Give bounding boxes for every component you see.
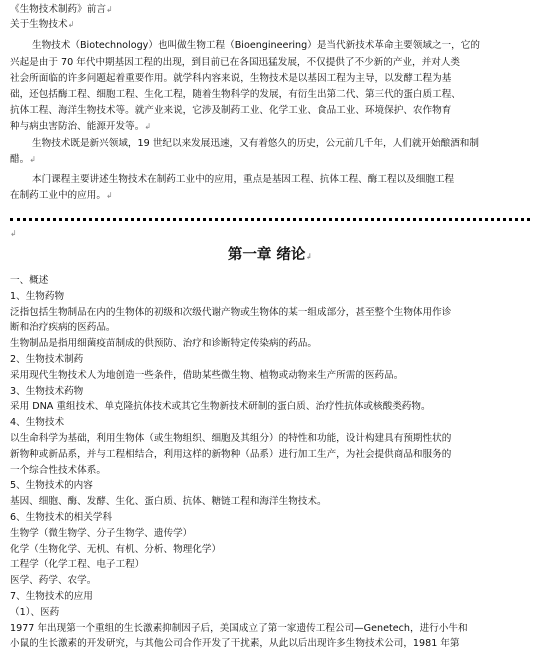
preface-paragraph-1-line: 础，还包括酶工程、细胞工程、生化工程，随着生物科学的发展，有衍生出第二代、第三代的蛋白质工程、 xyxy=(10,89,461,100)
preface-paragraph-3-line: 本门课程主要讲述生物技术在制药工业中的应用，重点是基因工程、抗体工程、酶工程以及细胞工程 xyxy=(32,174,455,185)
chapter-line: 以生命科学为基础，利用生物体（或生物组织、细胞及其组分）的特性和功能，设计构建具有预期性状的 xyxy=(10,433,452,444)
preface-paragraph-1-line: 社会所面临的许多问题起着重要作用。就学科内容来说，生物技术是以基因工程为主导，以发酵工程为基 xyxy=(10,73,452,84)
preface-paragraph-2-line: 生物技术既是新兴领域，19 世纪以来发展迅速，又有着悠久的历史，公元前几千年，人们就开始酿酒和制 xyxy=(32,138,479,149)
chapter-line: 5、生物技术的内容 xyxy=(10,480,93,492)
chapter-line: 6、生物技术的相关学科 xyxy=(10,512,113,523)
chapter-line: 新物种或新品系，并与工程相结合，利用这样的新物种（品系）进行加工生产，为社会提供商品和服务的 xyxy=(10,448,452,460)
chapter-line: 化学（生物化学、无机、有机、分析、物理化学） xyxy=(10,543,222,555)
preface-paragraph-1-line: 兴起是由于 70 年代中期基因工程的出现，到目前已在各国迅猛发展，不仅提供了不少新的产业，并对人类 xyxy=(10,57,461,68)
chapter-line: 泛指包括生物制品在内的生物体的初级和次级代谢产物或生物体的某一组成部分，甚至整个生物体用作诊 xyxy=(10,306,452,318)
chapter-line: 一、概述 xyxy=(10,275,49,286)
chapter-line: 断和治疗疾病的医药品。 xyxy=(10,322,116,334)
preface-paragraph-3-line: 在制药工业中的应用。↲ xyxy=(10,190,113,201)
chapter-line: 采用现代生物技术人为地创造一些条件，借助某些微生物、植物或动物来生产所需的医药品。 xyxy=(10,369,404,381)
preface-paragraph-1-line: 抗体工程、海洋生物技术等。就产业来说，它涉及制药工业、化学工业、食品工业、环境保护、农作物育 xyxy=(10,105,452,116)
chapter-line: 一个综合性技术体系。 xyxy=(10,464,106,476)
chapter-line: 采用 DNA 重组技术、单克隆抗体技术或其它生物新技术研制的蛋白质、治疗性抗体或核酸类药物。 xyxy=(10,401,431,413)
preface-heading: 《生物技术制药》前言↲ xyxy=(10,4,113,15)
preface-paragraph-1-line: 生物技术（Biotechnology）也叫做生物工程（Bioengineering）是当代新技术革命主要领域之一，它的 xyxy=(32,40,480,51)
chapter-line: 7、生物技术的应用 xyxy=(10,591,93,602)
preface-paragraph-1-line: 种与病虫害防治、能源开发等。↲ xyxy=(10,121,152,132)
chapter-line: 2、生物技术制药 xyxy=(10,354,84,365)
chapter-line: 生物制品是指用细菌疫苗制成的供预防、治疗和诊断特定传染病的药品。 xyxy=(10,338,317,350)
chapter-line: 生物学（微生物学、分子生物学、遗传学） xyxy=(10,527,193,539)
chapter-line: 3、生物技术药物 xyxy=(10,385,84,397)
preface-subheading: 关于生物技术↲ xyxy=(10,19,75,30)
chapter-line: 1、生物药物 xyxy=(10,290,65,302)
chapter-title: 第一章 绪论↲ xyxy=(227,246,313,263)
chapter-line: 医学、药学、农学。 xyxy=(10,575,97,587)
chapter-line: 工程学（化学工程、电子工程） xyxy=(10,559,145,571)
page-break-separator xyxy=(10,218,530,221)
chapter-line: 1977 年出现第一个重组的生长激素抑制因子后，美国成立了第一家遗传工程公司—Genetech，进行小牛和 xyxy=(10,622,468,634)
chapter-line: 基因、细胞、酶、发酵、生化、蛋白质、抗体、糖链工程和海洋生物技术。 xyxy=(10,496,327,508)
chapter-line: 4、生物技术 xyxy=(10,417,65,429)
preface-paragraph-2-line: 醋。↲ xyxy=(10,154,36,165)
chapter-line: （1）、医药 xyxy=(10,606,60,618)
chapter-line: 小鼠的生长激素的开发研究，与其他公司合作开发了干扰素，从此以后出现许多生物技术公司，1981 年第 xyxy=(10,638,460,650)
paragraph-mark: ↲ xyxy=(10,229,17,238)
